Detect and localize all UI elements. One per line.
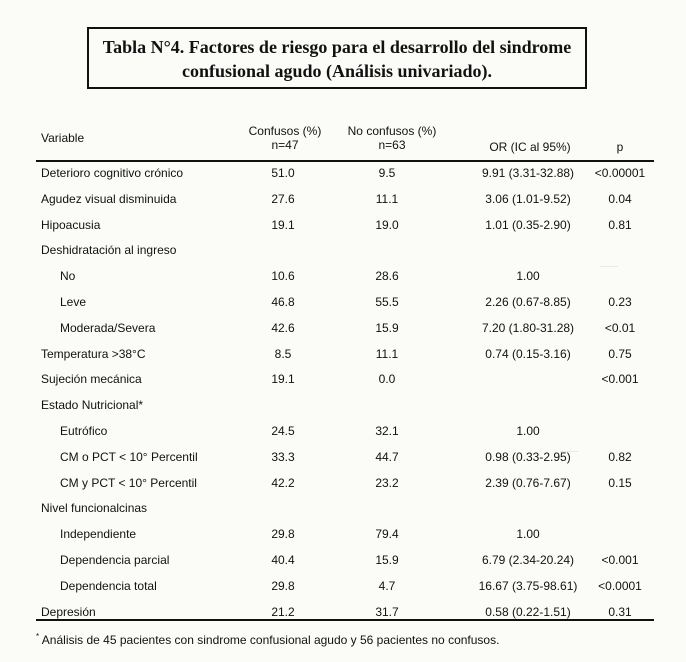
row-p: 0.81	[608, 218, 632, 232]
row-variable: Leve	[60, 295, 87, 309]
row-no-confusos: 28.6	[375, 269, 399, 283]
row-variable: Depresión	[41, 605, 96, 619]
row-no-confusos: 31.7	[375, 605, 399, 619]
row-confusos: 10.6	[271, 269, 295, 283]
row-variable: Agudez visual disminuida	[41, 192, 177, 206]
row-no-confusos: 55.5	[375, 295, 399, 309]
bleed-through-mark: —	[560, 440, 578, 460]
row-or: 6.79 (2.34-20.24)	[481, 553, 575, 567]
row-or: 1.00	[516, 527, 540, 541]
row-p: 0.23	[608, 295, 632, 309]
bleed-through-mark: —	[600, 255, 618, 275]
table-title-line1: Tabla N°4. Factores de riesgo para el desarrollo del sindrome	[102, 37, 572, 57]
row-no-confusos: 19.0	[375, 218, 399, 232]
row-no-confusos: 11.1	[375, 192, 399, 206]
footnote	[36, 632, 499, 647]
row-variable: Eutrófico	[60, 424, 108, 438]
row-or: 3.06 (1.01-9.52)	[485, 192, 571, 206]
row-confusos: 29.8	[271, 579, 295, 593]
table-title	[87, 27, 587, 89]
row-variable: Estado Nutricional*	[41, 398, 144, 412]
row-variable: Deterioro cognitivo crónico	[41, 166, 184, 180]
row-or: 16.67 (3.75-98.61)	[478, 579, 578, 593]
row-confusos: 40.4	[271, 553, 295, 567]
row-confusos: 27.6	[271, 192, 295, 206]
row-or: 7.20 (1.80-31.28)	[481, 321, 575, 335]
row-no-confusos: 4.7	[378, 579, 396, 593]
row-variable: Independiente	[60, 527, 137, 541]
row-p: 0.31	[608, 605, 632, 619]
row-confusos: 33.3	[271, 450, 295, 464]
header-no-confusos-label: No confusos (%)	[347, 124, 437, 138]
row-confusos: 19.1	[271, 372, 295, 386]
row-variable: Nivel funcionalcinas	[41, 501, 148, 515]
row-variable: Dependencia total	[60, 579, 157, 593]
row-no-confusos: 0.0	[378, 372, 396, 386]
row-p: 0.15	[608, 476, 632, 490]
row-confusos: 24.5	[271, 424, 295, 438]
header-p: p	[616, 140, 624, 154]
row-p: 0.75	[608, 347, 632, 361]
row-or: 9.91 (3.31-32.88)	[481, 166, 575, 180]
row-variable: No	[60, 269, 76, 283]
row-confusos: 8.5	[274, 347, 292, 361]
row-confusos: 46.8	[271, 295, 295, 309]
header-confusos-label: Confusos (%)	[248, 124, 322, 138]
row-no-confusos: 15.9	[375, 553, 399, 567]
header-confusos-n: n=47	[271, 138, 299, 152]
row-variable: CM o PCT < 10° Percentil	[60, 450, 198, 464]
row-confusos: 42.2	[271, 476, 295, 490]
table-title-line2: confusional agudo (Análisis univariado).	[181, 61, 493, 81]
row-p: <0.00001	[594, 166, 646, 180]
row-variable: Moderada/Severa	[60, 321, 156, 335]
row-or: 2.39 (0.76-7.67)	[485, 476, 571, 490]
header-rule	[36, 160, 654, 162]
row-or: 0.98 (0.33-2.95)	[485, 450, 571, 464]
row-variable: Sujeción mecánica	[41, 372, 142, 386]
row-p: <0.01	[604, 321, 636, 335]
row-or: 0.58 (0.22-1.51)	[485, 605, 571, 619]
row-confusos: 42.6	[271, 321, 295, 335]
row-no-confusos: 32.1	[375, 424, 399, 438]
row-variable: Deshidratación al ingreso	[41, 243, 177, 257]
row-variable: Temperatura >38°C	[41, 347, 146, 361]
row-no-confusos: 11.1	[375, 347, 399, 361]
row-confusos: 19.1	[271, 218, 295, 232]
header-variable: Variable	[41, 131, 85, 145]
row-p: <0.001	[601, 372, 639, 386]
footnote-mark: *	[36, 632, 40, 641]
row-or: 1.00	[516, 269, 540, 283]
row-or: 2.26 (0.67-8.85)	[485, 295, 571, 309]
row-or: 1.00	[516, 424, 540, 438]
header-confusos	[240, 124, 330, 152]
header-no-confusos	[336, 124, 448, 152]
row-variable: Dependencia parcial	[60, 553, 170, 567]
row-confusos: 21.2	[271, 605, 295, 619]
header-no-confusos-n: n=63	[378, 138, 406, 152]
row-p: 0.82	[608, 450, 632, 464]
row-no-confusos: 23.2	[375, 476, 399, 490]
row-variable: Hipoacusia	[41, 218, 101, 232]
row-no-confusos: 79.4	[375, 527, 399, 541]
row-confusos: 51.0	[271, 166, 295, 180]
row-or: 1.01 (0.35-2.90)	[485, 218, 571, 232]
row-no-confusos: 9.5	[378, 166, 396, 180]
row-confusos: 29.8	[271, 527, 295, 541]
row-no-confusos: 44.7	[375, 450, 399, 464]
row-no-confusos: 15.9	[375, 321, 399, 335]
row-p: <0.001	[601, 553, 639, 567]
row-p: <0.0001	[598, 579, 642, 593]
row-p: 0.04	[608, 192, 632, 206]
row-variable: CM y PCT < 10° Percentil	[60, 476, 197, 490]
bottom-rule	[36, 619, 654, 621]
footnote-text: Análisis de 45 pacientes con sindrome confusional agudo y 56 pacientes no confusos.	[41, 633, 500, 647]
header-or: OR (IC al 95%)	[489, 140, 571, 154]
row-or: 0.74 (0.15-3.16)	[485, 347, 571, 361]
